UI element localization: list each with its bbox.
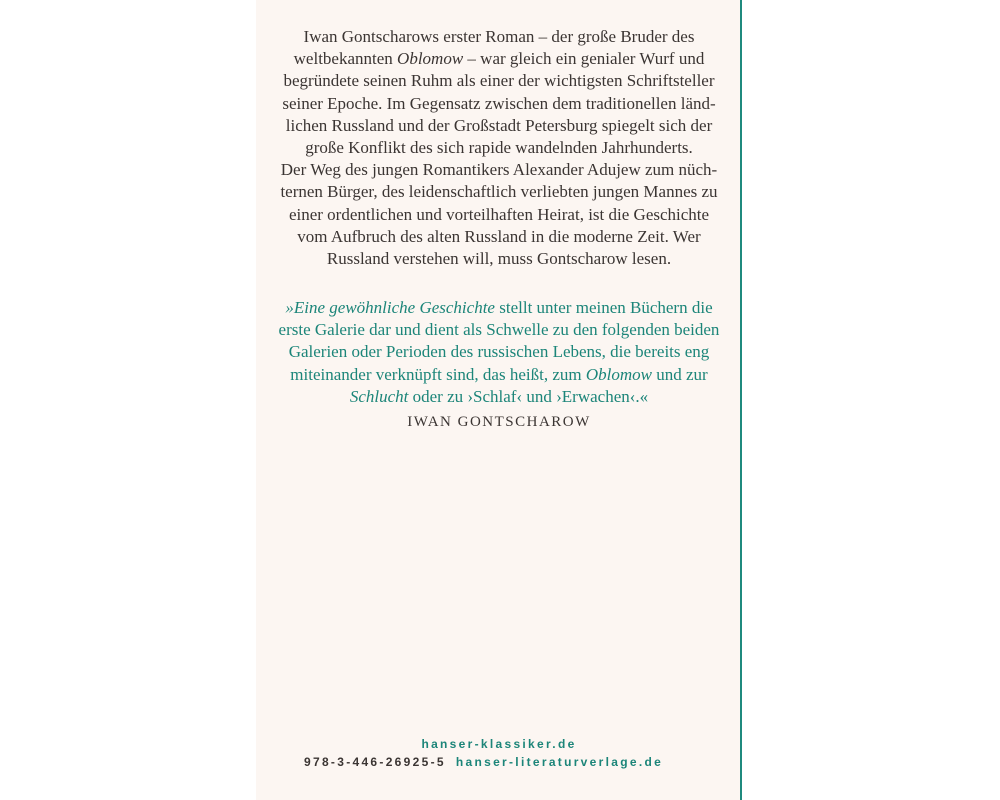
- author-quote: [266, 297, 732, 408]
- quote-line: miteinander verknüpft sind, das heißt, zum Oblomow und zur: [290, 364, 708, 384]
- blurb-line: ternen Bürger, des leidenschaftlich verliebten jungen Mannes zu: [280, 182, 718, 202]
- blurb-line: weltbekannten Oblomow – war gleich ein genialer Wurf und: [293, 49, 705, 69]
- blurb-line: lichen Russland und der Großstadt Petersburg spiegelt sich der: [285, 115, 713, 135]
- book-title-gewoehnliche-geschichte: »Eine gewöhnliche Geschichte: [285, 298, 495, 317]
- isbn-number: 978-3-446-26925-5: [304, 755, 446, 769]
- book-title-schlucht: Schlucht: [349, 386, 409, 406]
- blurb-line: einer ordentlichen und vorteilhaften Heirat, ist die Geschichte: [288, 204, 710, 224]
- quote-line: Schlucht oder zu ›Schlaf‹ und ›Erwachen‹.«: [349, 386, 649, 406]
- footer-row: [304, 755, 663, 769]
- blurb-line: Iwan Gontscharows erster Roman – der große Bruder des: [303, 27, 695, 46]
- blurb-line: seiner Epoche. Im Gegensatz zwischen dem traditionellen länd-: [282, 93, 716, 113]
- blurb-line: vom Aufbruch des alten Russland in die moderne Zeit. Wer: [297, 226, 701, 246]
- website-link-literaturverlage[interactable]: hanser-literaturverlage.de: [455, 755, 664, 769]
- quote-line: Galerien oder Perioden des russischen Lebens, die bereits eng: [288, 342, 710, 362]
- quote-line: »Eine gewöhnliche Geschichte stellt unter meinen Büchern die: [285, 298, 713, 317]
- blurb-line: Russland verstehen will, muss Gontscharow lesen.: [326, 249, 672, 269]
- book-title-oblomow: Oblomow: [397, 49, 464, 69]
- blurb-text: [266, 26, 732, 270]
- blurb-line: große Konflikt des sich rapide wandelnden Jahrhunderts.: [305, 138, 693, 158]
- blurb-line: Der Weg des jungen Romantikers Alexander Adujew zum nüch-: [280, 160, 718, 180]
- book-title-oblomow: Oblomow: [585, 364, 652, 384]
- quote-author: IWAN GONTSCHAROW: [407, 414, 591, 430]
- website-link-klassiker[interactable]: hanser-klassiker.de: [421, 737, 577, 751]
- spine-divider-line: [740, 0, 742, 800]
- quote-line: erste Galerie dar und dient als Schwelle zu den folgenden beiden: [278, 320, 720, 340]
- blurb-line: begründete seinen Ruhm als einer der wichtigsten Schriftsteller: [283, 71, 715, 91]
